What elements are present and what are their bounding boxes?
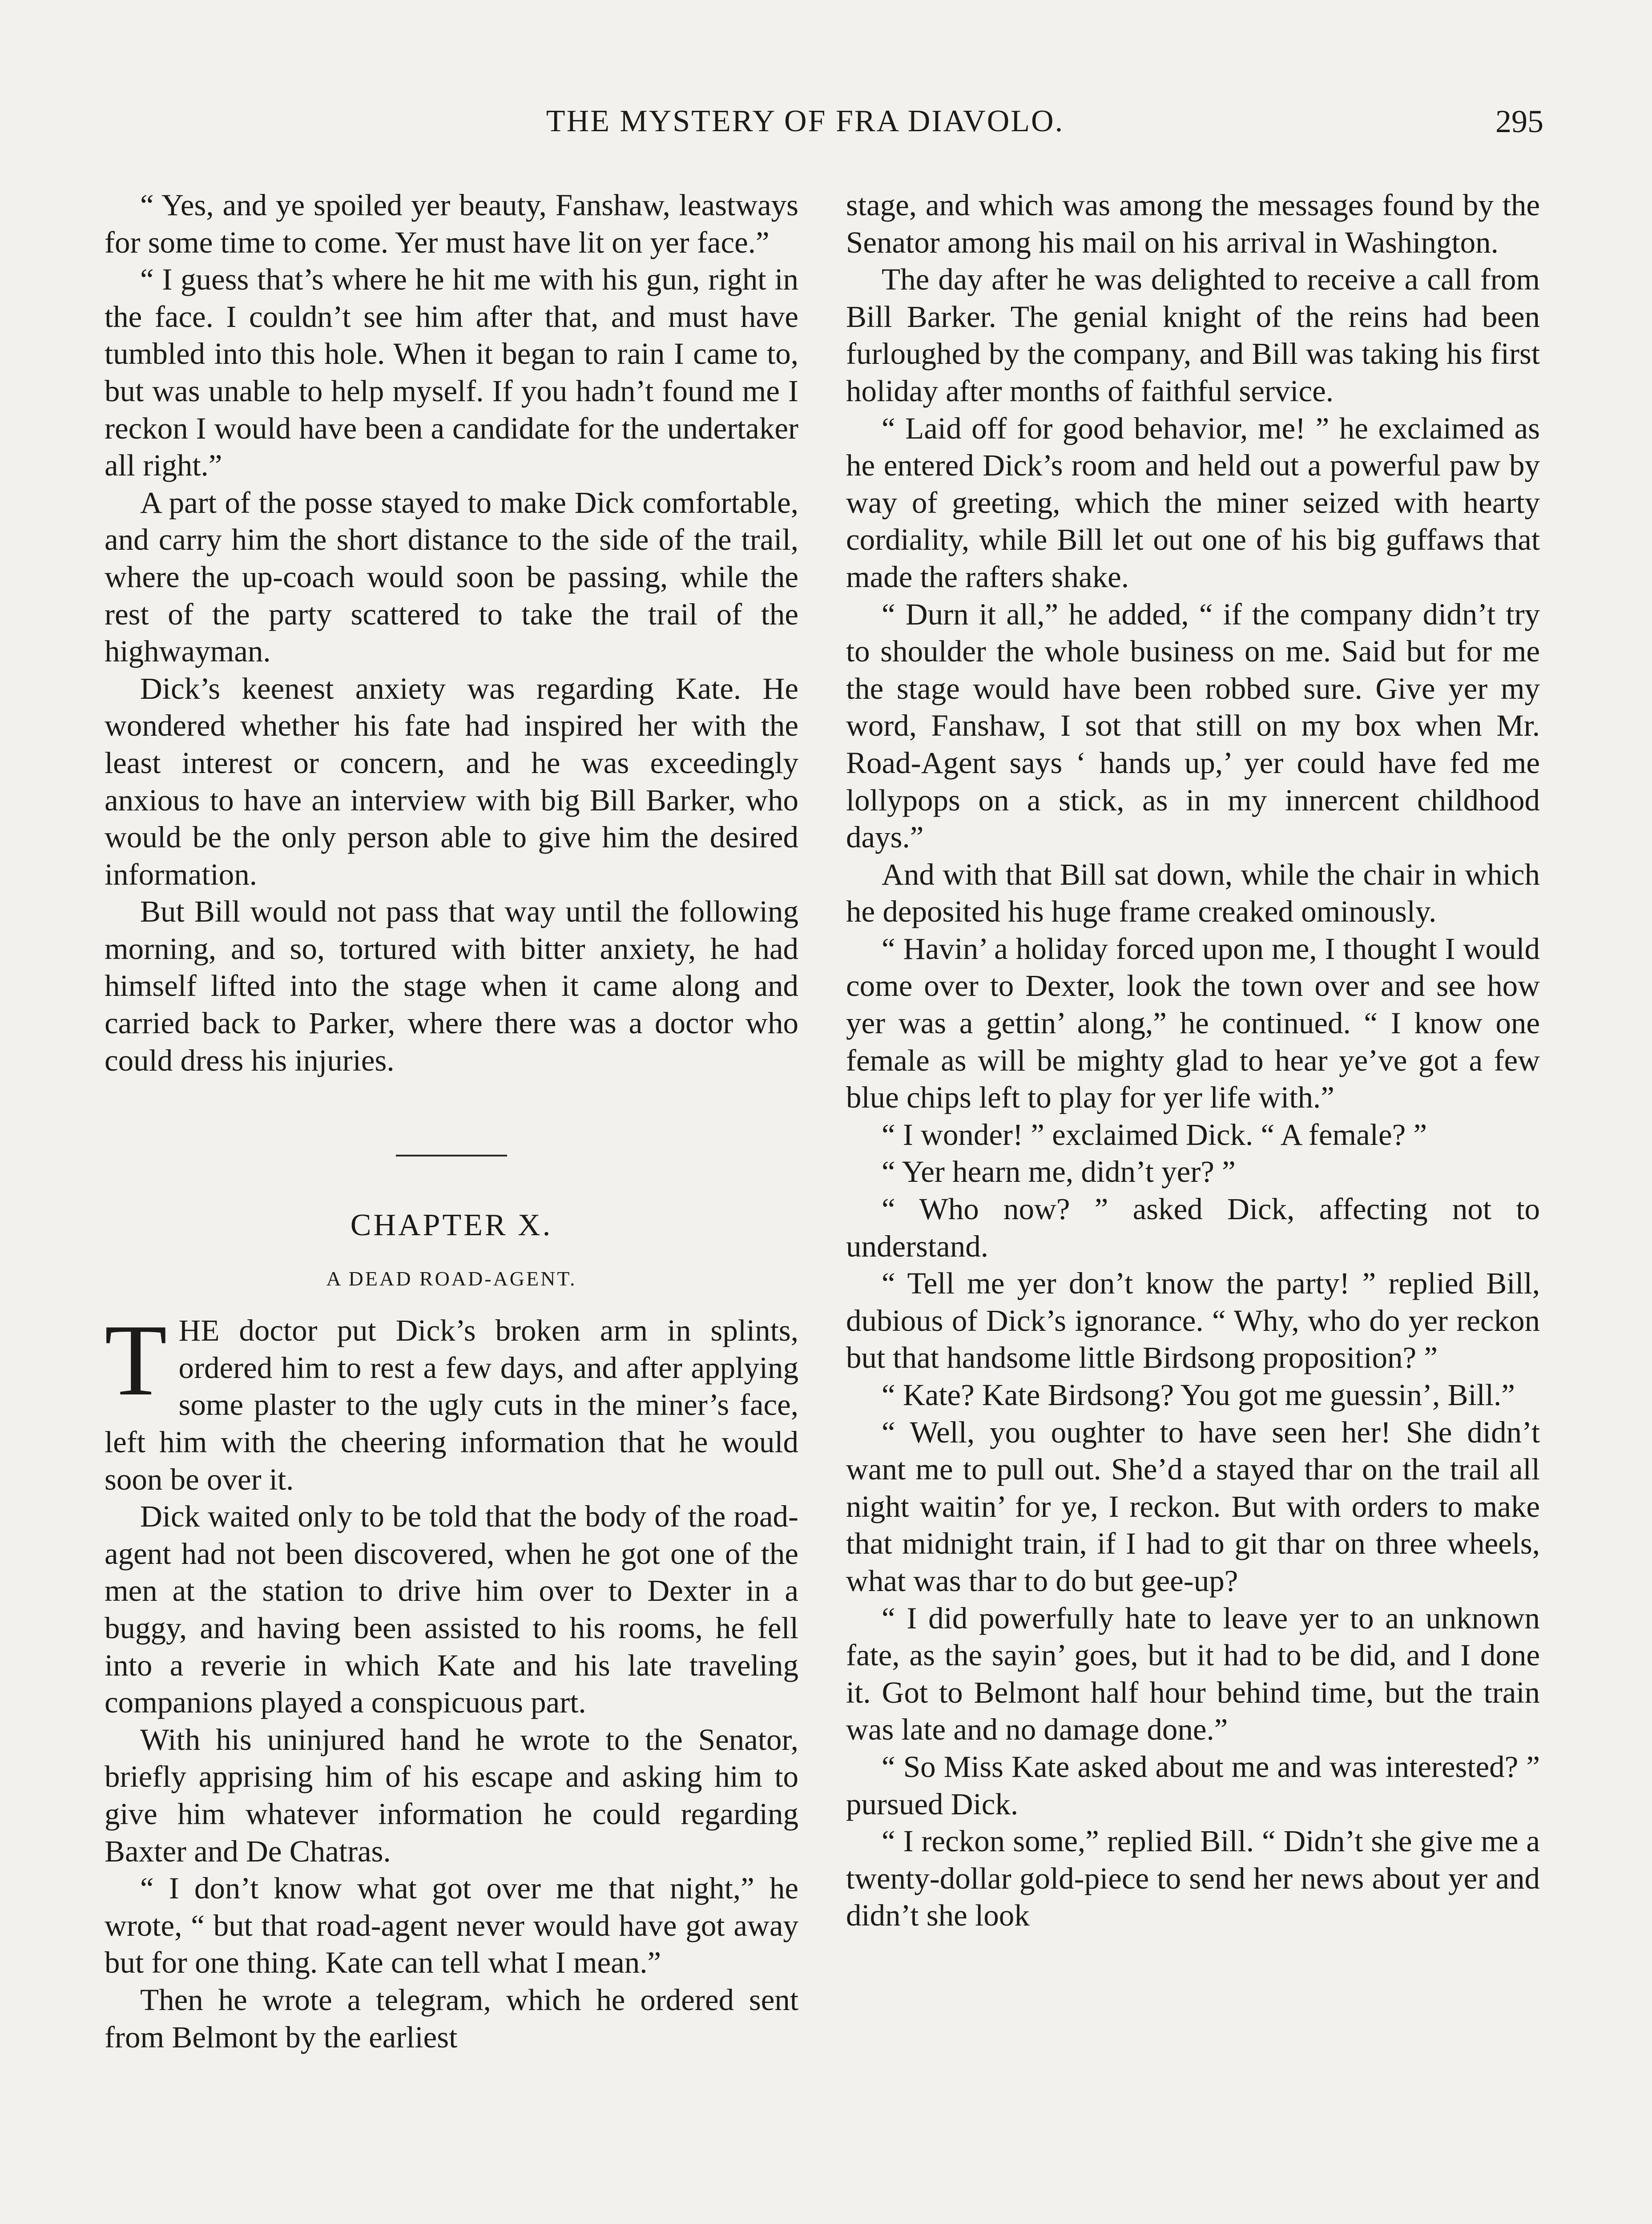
chapter-title: CHAPTER X. xyxy=(350,1208,553,1243)
paragraph: The day after he was delighted to receive a call from Bill Barker. The genial knight of the reins had been furloughed by the company, and Bill was taking his first holiday after months of faithful service. xyxy=(846,262,1540,408)
paragraph: With his uninjured hand he wrote to the Senator, briefly apprising him of his escape and asking him to give him whatever information he could regarding Baxter and De Chatras. xyxy=(105,1722,798,1868)
paragraph: A part of the posse stayed to make Dick comfortable, and carry him the short distance to the side of the trail, where the up-coach would soon be passing, while the rest of the party scattered to take the trail of the highwayman. xyxy=(105,485,798,669)
paragraph: Dick waited only to be told that the body of the road-agent had not been discovered, when he got one of the men at the station to drive him over to Dexter in a buggy, and having been assisted to his rooms, he fell into a reverie in which Kate and his late traveling companions played a conspicuous part. xyxy=(105,1499,798,1720)
paragraph: “ Havin’ a holiday forced upon me, I thought I would come over to Dexter, look the town over and see how yer was a gettin’ along,” he continued. “ I know one female as will be mighty glad to hear ye’ve got a few blue chips left to play for yer life with.” xyxy=(846,931,1540,1115)
left-column xyxy=(105,187,798,2056)
running-head xyxy=(102,97,1543,146)
paragraph: But Bill would not pass that way until the following morning, and so, tortured with bitter anxiety, he had himself lifted into the stage when it came along and carried back to Parker, where there was a doctor who could dress his injuries. xyxy=(105,894,798,1077)
paragraph: “ Durn it all,” he added, “ if the company didn’t try to shoulder the whole business on me. Said but for me the stage would have been robbed sure. Give yer my word, Fanshaw, I sot that still on my box when Mr. Road-Agent says ‘ hands up,’ yer could have fed me lollypops on a stick, as in my innercent childhood days.” xyxy=(846,597,1540,854)
right-column xyxy=(846,187,1540,1934)
paragraph: “ Well, you oughter to have seen her! She didn’t want me to pull out. She’d a stayed thar on the trail all night waitin’ for ye, I reckon. But with orders to make that midnight train, if I had to git thar on three wheels, what was thar to do but gee-up? xyxy=(846,1415,1540,1598)
paragraph: And with that Bill sat down, while the chair in which he deposited his huge frame creaked ominously. xyxy=(846,857,1540,929)
paragraph: “ Yer hearn me, didn’t yer? ” xyxy=(882,1155,1236,1189)
paragraph: “ Who now? ” asked Dick, affecting not to understand. xyxy=(846,1192,1540,1263)
chapter-subtitle: A DEAD ROAD-AGENT. xyxy=(326,1267,577,1290)
chapter-opening-text: HE doctor put Dick’s broken arm in splints, ordered him to rest a few days, and after applying some plaster to the ugly cuts in the miner’s face, left him with the cheering information that he would soon be over it. xyxy=(105,1313,798,1496)
page-number: 295 xyxy=(1495,104,1543,139)
chapter-opening-paragraph xyxy=(105,1303,798,1498)
continued-paragraph: stage, and which was among the messages found by the Senator among his mail on his arrival in Washington. xyxy=(846,188,1540,259)
paragraph: “ Tell me yer don’t know the party! ” replied Bill, dubious of Dick’s ignorance. “ Why, who do yer reckon but that handsome little Birdsong proposition? ” xyxy=(846,1266,1540,1375)
paragraph: “ I wonder! ” exclaimed Dick. “ A female? ” xyxy=(882,1117,1427,1152)
paragraph: “ I guess that’s where he hit me with his gun, right in the face. I couldn’t see him after that, and must have tumbled into this hole. When it began to rain I came to, but was unable to help myself. If you hadn’t found me I reckon I would have been a candidate for the undertaker all right.” xyxy=(105,262,798,483)
paragraph: “ Kate? Kate Birdsong? You got me guessin’, Bill.” xyxy=(882,1378,1515,1412)
paragraph: “ Laid off for good behavior, me! ” he exclaimed as he entered Dick’s room and held out a powerful paw by way of greeting, which the miner seized with hearty cordiality, while Bill let out one of his big guffaws that made the rafters shake. xyxy=(846,411,1540,594)
paragraph: Dick’s keenest anxiety was regarding Kate. He wondered whether his fate had inspired her with the least interest or concern, and he was exceedingly anxious to have an interview with big Bill Barker, who would be the only person able to give him the desired information. xyxy=(105,671,798,891)
paragraph: “ I don’t know what got over me that night,” he wrote, “ but that road-agent never would have got away but for one thing. Kate can tell what I mean.” xyxy=(105,1871,798,1980)
drop-cap: T xyxy=(105,1303,167,1417)
section-divider xyxy=(396,1155,507,1156)
paragraph: “ So Miss Kate asked about me and was interested? ” pursued Dick. xyxy=(846,1749,1540,1821)
paragraph: “ I reckon some,” replied Bill. “ Didn’t she give me a twenty-dollar gold-piece to send her news about yer and didn’t she look xyxy=(846,1824,1540,1933)
paragraph: “ Yes, and ye spoiled yer beauty, Fanshaw, leastways for some time to come. Yer must have lit on yer face.” xyxy=(105,188,798,259)
running-title: THE MYSTERY OF FRA DIAVOLO. xyxy=(546,104,1064,138)
paragraph: Then he wrote a telegram, which he ordered sent from Belmont by the earliest xyxy=(105,1982,798,2054)
paragraph: “ I did powerfully hate to leave yer to an unknown fate, as the sayin’ goes, but it had to be did, and I done it. Got to Belmont half hour behind time, but the train was late and no damage done.” xyxy=(846,1601,1540,1747)
